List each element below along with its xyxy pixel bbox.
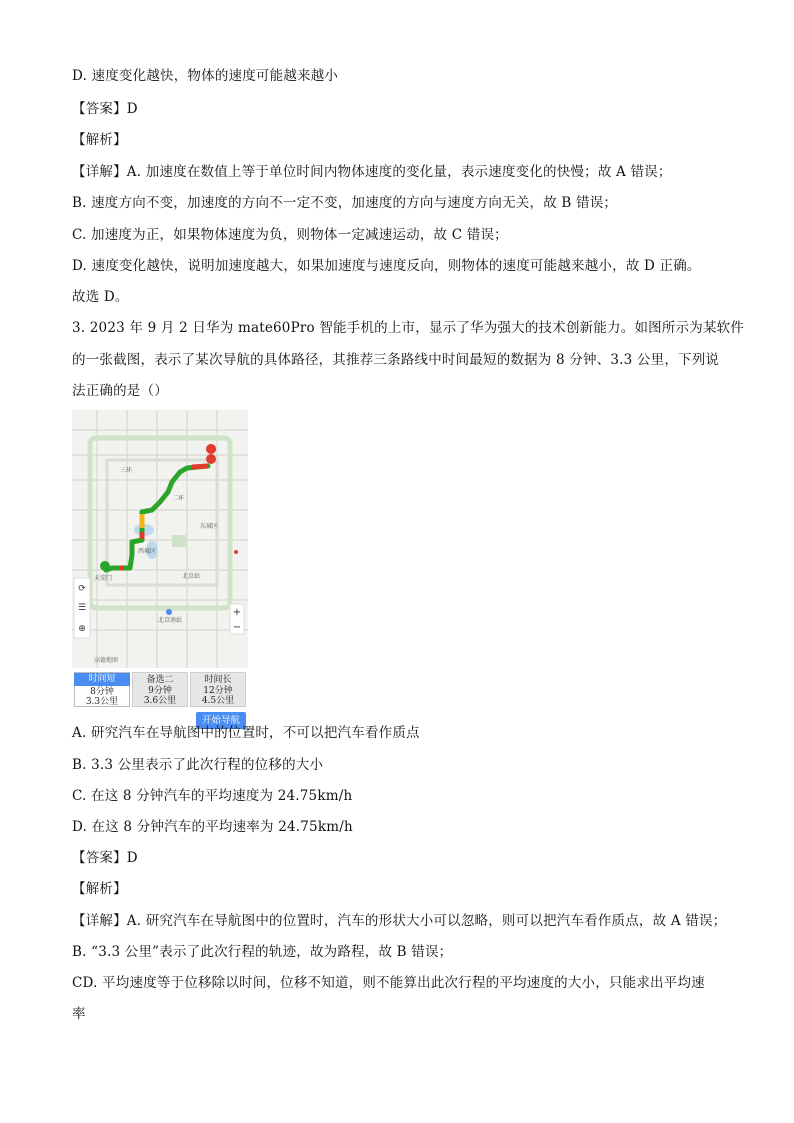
map-label-xicheng: 西城区	[138, 548, 157, 555]
route-option-label: 时间短	[74, 673, 130, 686]
option-a: A. 研究汽车在导航图中的位置时，不可以把汽车看作质点	[72, 725, 420, 741]
text-line-2: 【答案】D	[72, 101, 138, 117]
route-option-time: 12分钟	[203, 685, 233, 696]
route-start-marker	[100, 561, 110, 571]
question-stem-end: 法正确的是（）	[72, 383, 168, 399]
analysis-b: B. “3.3 公里”表示了此次行程的轨迹，故为路程，故 B 错误；	[72, 944, 453, 960]
station-icon	[166, 609, 172, 615]
route-option-longest[interactable]	[190, 672, 246, 707]
map-label-beijingzhan: 北京站	[182, 573, 201, 580]
text-line-7: D. 速度变化越快，说明加速度越大，如果加速度与速度反向，则物体的速度可能越来越小，故 D 正确。	[72, 258, 701, 274]
navigation-figure	[72, 410, 248, 732]
analysis-heading: 【解析】	[72, 881, 127, 897]
option-d: D. 在这 8 分钟汽车的平均速率为 24.75km/h	[72, 819, 353, 835]
zoom-in-icon[interactable]: +	[232, 607, 242, 618]
option-c: C. 在这 8 分钟汽车的平均速度为 24.75km/h	[72, 788, 353, 804]
text-line-1: D. 速度变化越快，物体的速度可能越来越小	[72, 68, 339, 84]
analysis-cd: CD. 平均速度等于位移除以时间，位移不知道，则不能算出此次行程的平均速度的大小，只能求出平均速	[72, 975, 705, 991]
route-option-shortest[interactable]	[74, 672, 130, 707]
route-option-distance: 3.3公里	[85, 697, 119, 707]
text-line-6: C. 加速度为正，如果物体速度为负，则物体一定减速运动，故 C 错误；	[72, 227, 508, 243]
answer-line: 【答案】D	[72, 850, 138, 866]
route-option-time: 8分钟	[90, 686, 114, 697]
analysis-cd-cont: 率	[72, 1006, 86, 1022]
analysis-a: 【详解】A. 研究汽车在导航图中的位置时，汽车的形状大小可以忽略，则可以把汽车看作质点，故 A 错误；	[72, 913, 727, 929]
zoom-out-icon[interactable]: −	[232, 622, 242, 633]
refresh-icon[interactable]: ⟳	[78, 584, 86, 594]
navigation-map	[72, 410, 248, 668]
map-logo: 高德地图	[94, 657, 119, 664]
text-line-9: 3. 2023 年 9 月 2 日华为 mate60Pro 智能手机的上市，显示了华为强大的技术创新能力。如图所示为某软件	[72, 320, 745, 336]
map-label-ring3: 三环	[120, 467, 133, 474]
route-option-alternative[interactable]	[132, 672, 188, 707]
route-option-distance: 4.5公里	[201, 696, 235, 706]
traffic-icon[interactable]: ☰	[77, 603, 87, 613]
text-line-4: 【详解】A. 加速度在数值上等于单位时间内物体速度的变化量，表示速度变化的快慢；故 A 错误；	[72, 164, 672, 180]
route-option-label: 时间长	[204, 675, 232, 685]
map-label-tiananmen: 天安门	[94, 575, 113, 582]
text-line-11	[72, 382, 168, 400]
map-label-ring2: 二环	[172, 495, 185, 502]
route-option-distance: 3.6公里	[143, 696, 177, 706]
option-b: B. 3.3 公里表示了此次行程的位移的大小	[72, 757, 324, 773]
map-label-beijingnan: 北京南站	[158, 617, 183, 624]
map-label-dongcheng: 东城区	[200, 523, 219, 530]
text-line-3: 【解析】	[72, 132, 127, 148]
text-line-8: 故选 D。	[72, 289, 129, 305]
text-line-5: B. 速度方向不变，加速度的方向不一定不变，加速度的方向与速度方向无关，故 B 错误；	[72, 195, 618, 211]
start-navigation-button[interactable]: 开始导航	[196, 712, 246, 729]
route-option-label: 备选二	[146, 675, 174, 685]
text-line-10: 的一张截图，表示了某次导航的具体路径，其推荐三条路线中时间最短的数据为 8 分钟、3.3 公里，下列说	[72, 352, 720, 368]
locate-icon[interactable]: ⊕	[78, 624, 86, 634]
route-options	[74, 672, 246, 708]
route-option-time: 9分钟	[148, 685, 172, 696]
